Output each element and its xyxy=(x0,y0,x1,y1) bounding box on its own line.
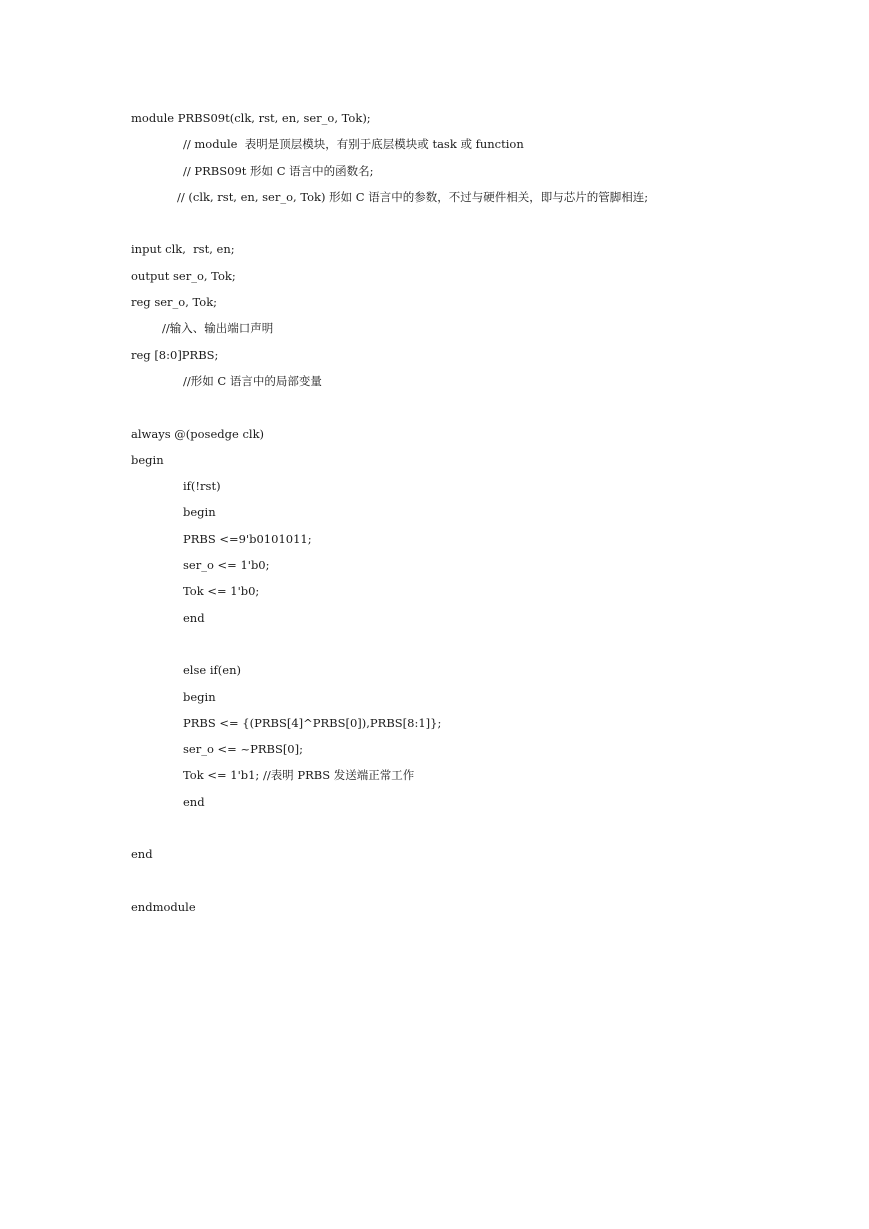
code-line-prbs-shift: PRBS <= {(PRBS[4]^PRBS[0]),PRBS[8:1]}; xyxy=(183,715,442,730)
code-comment-local-variable: //形如 C 语言中的局部变量 xyxy=(183,373,322,388)
code-line-ser-o-output: ser_o <= ~PRBS[0]; xyxy=(183,742,303,757)
code-comment-port-list: // (clk, rst, en, ser_o, Tok) 形如 C 语言中的参数，不过与硬件相关，即与芯片的管脚相连; xyxy=(177,189,649,204)
code-blank-line xyxy=(131,871,831,897)
code-line-tok-set: Tok <= 1'b1; //表明 PRBS 发送端正常工作 xyxy=(183,768,415,783)
code-line-reg-ports: reg ser_o, Tok; xyxy=(131,295,218,310)
code-line-prbs-init: PRBS <=9'b0101011; xyxy=(183,531,312,546)
code-line-ser-o-reset: ser_o <= 1'b0; xyxy=(183,558,270,573)
code-blank-line xyxy=(131,634,831,660)
code-comment-port-declaration: //输入、输出端口声明 xyxy=(162,321,274,336)
code-comment-module-name: // PRBS09t 形如 C 语言中的函数名; xyxy=(183,163,374,178)
code-line-input-declaration: input clk, rst, en; xyxy=(131,242,235,257)
code-line-if-reset: if(!rst) xyxy=(183,479,221,494)
code-blank-line xyxy=(131,818,831,844)
code-comment-module-keyword: // module 表明是顶层模块，有别于底层模块或 task 或 function xyxy=(183,137,524,152)
code-line-begin: begin xyxy=(183,505,216,520)
code-line-else-if-enable: else if(en) xyxy=(183,663,241,678)
code-line-tok-reset: Tok <= 1'b0; xyxy=(183,584,260,599)
code-line-end: end xyxy=(183,610,205,625)
code-line-endmodule: endmodule xyxy=(131,899,196,914)
code-line-begin: begin xyxy=(183,689,216,704)
code-line-always: always @(posedge clk) xyxy=(131,426,265,441)
verilog-code-block xyxy=(131,108,831,923)
code-line-end: end xyxy=(183,794,205,809)
code-line-module-declaration: module PRBS09t(clk, rst, en, ser_o, Tok); xyxy=(131,111,371,125)
code-line-end: end xyxy=(131,847,153,862)
code-line-output-declaration: output ser_o, Tok; xyxy=(131,268,236,283)
code-line-reg-prbs: reg [8:0]PRBS; xyxy=(131,347,219,362)
code-blank-line xyxy=(131,397,831,423)
code-blank-line xyxy=(131,213,831,239)
code-line-begin: begin xyxy=(131,452,164,467)
